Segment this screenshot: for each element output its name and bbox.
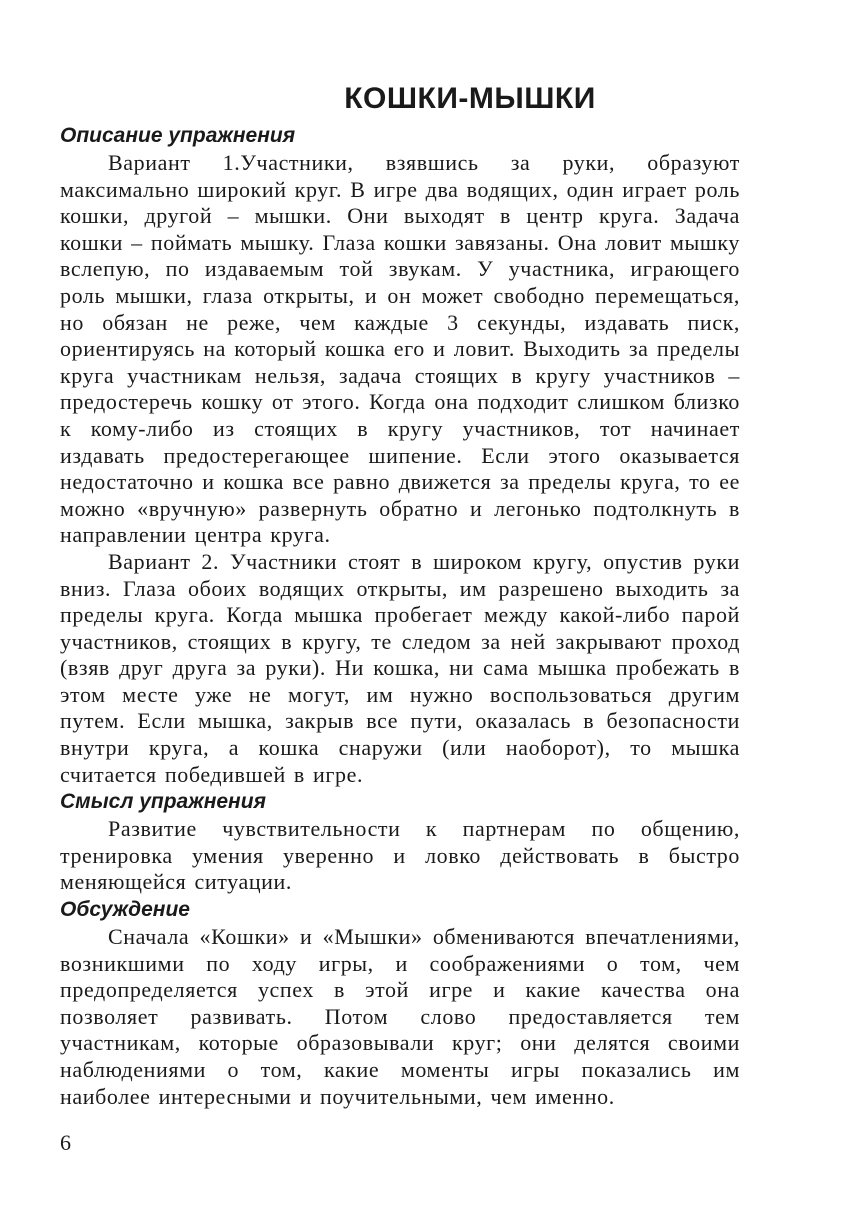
section-heading-meaning: Смысл упражнения (60, 790, 266, 814)
section-heading-discussion: Обсуждение (60, 898, 190, 922)
paragraph-variant-2: Вариант 2. Участники стоят в широком кругу, опустив руки вниз. Глаза обоих водящих открыты, им разрешено выходить за пределы круга. Когда мышка пробегает между какой-либо парой участников, стоящих в кругу, те следом за ней закрывают проход (взяв друг друга за руки). Ни кошка, ни сама мышка пробежать в этом месте уже не могут, им нужно воспользоваться другим путем. Если мышка, закрыв все пути, оказалась в безопасности внутри круга, а кошка снаружи (или наоборот), то мышка считается победившей в игре. (60, 548, 740, 787)
paragraph-meaning: Развитие чувствительности к партнерам по общению, тренировка умения уверенно и ловко действовать в быстро меняющейся ситуации. (60, 816, 740, 895)
section-heading-description: Описание упражнения (60, 124, 296, 147)
page-title: КОШКИ-МЫШКИ (344, 82, 596, 115)
page-content (60, 82, 740, 1110)
paragraph-discussion: Сначала «Кошки» и «Мышки» обмениваются впечатлениями, возникшими по ходу игры, и соображениями о том, чем предопределяется успех в этой игре и какие качества она позволяет развивать. Потом слово предоставляется тем участникам, которые образовывали круг; они делятся своими наблюдениями о том, какие моменты игры показались им наиболее интересными и поучительными, чем именно. (60, 924, 740, 1109)
page-number: 6 (60, 1130, 71, 1155)
paragraph-variant-1: Вариант 1.Участники, взявшись за руки, образуют максимально широкий круг. В игре два водящих, один играет роль кошки, другой – мышки. Они выходят в центр круга. Задача кошки – поймать мышку. Глаза кошки завязаны. Она ловит мышку вслепую, по издаваемым той звукам. У участника, играющего роль мышки, глаза открыты, и он может свободно перемещаться, но обязан не реже, чем каждые 3 секунды, издавать писк, ориентируясь на который кошка его и ловит. Выходить за пределы круга участникам нельзя, задача стоящих в кругу участников – предостеречь кошку от этого. Когда она подходит слишком близко к кому-либо из стоящих в кругу участников, тот начинает издавать предостерегающее шипение. Если этого оказывается недостаточно и кошка все равно движется за пределы круга, то ее можно «вручную» развернуть обратно и легонько подтолкнуть в направлении центра круга. (60, 150, 741, 548)
